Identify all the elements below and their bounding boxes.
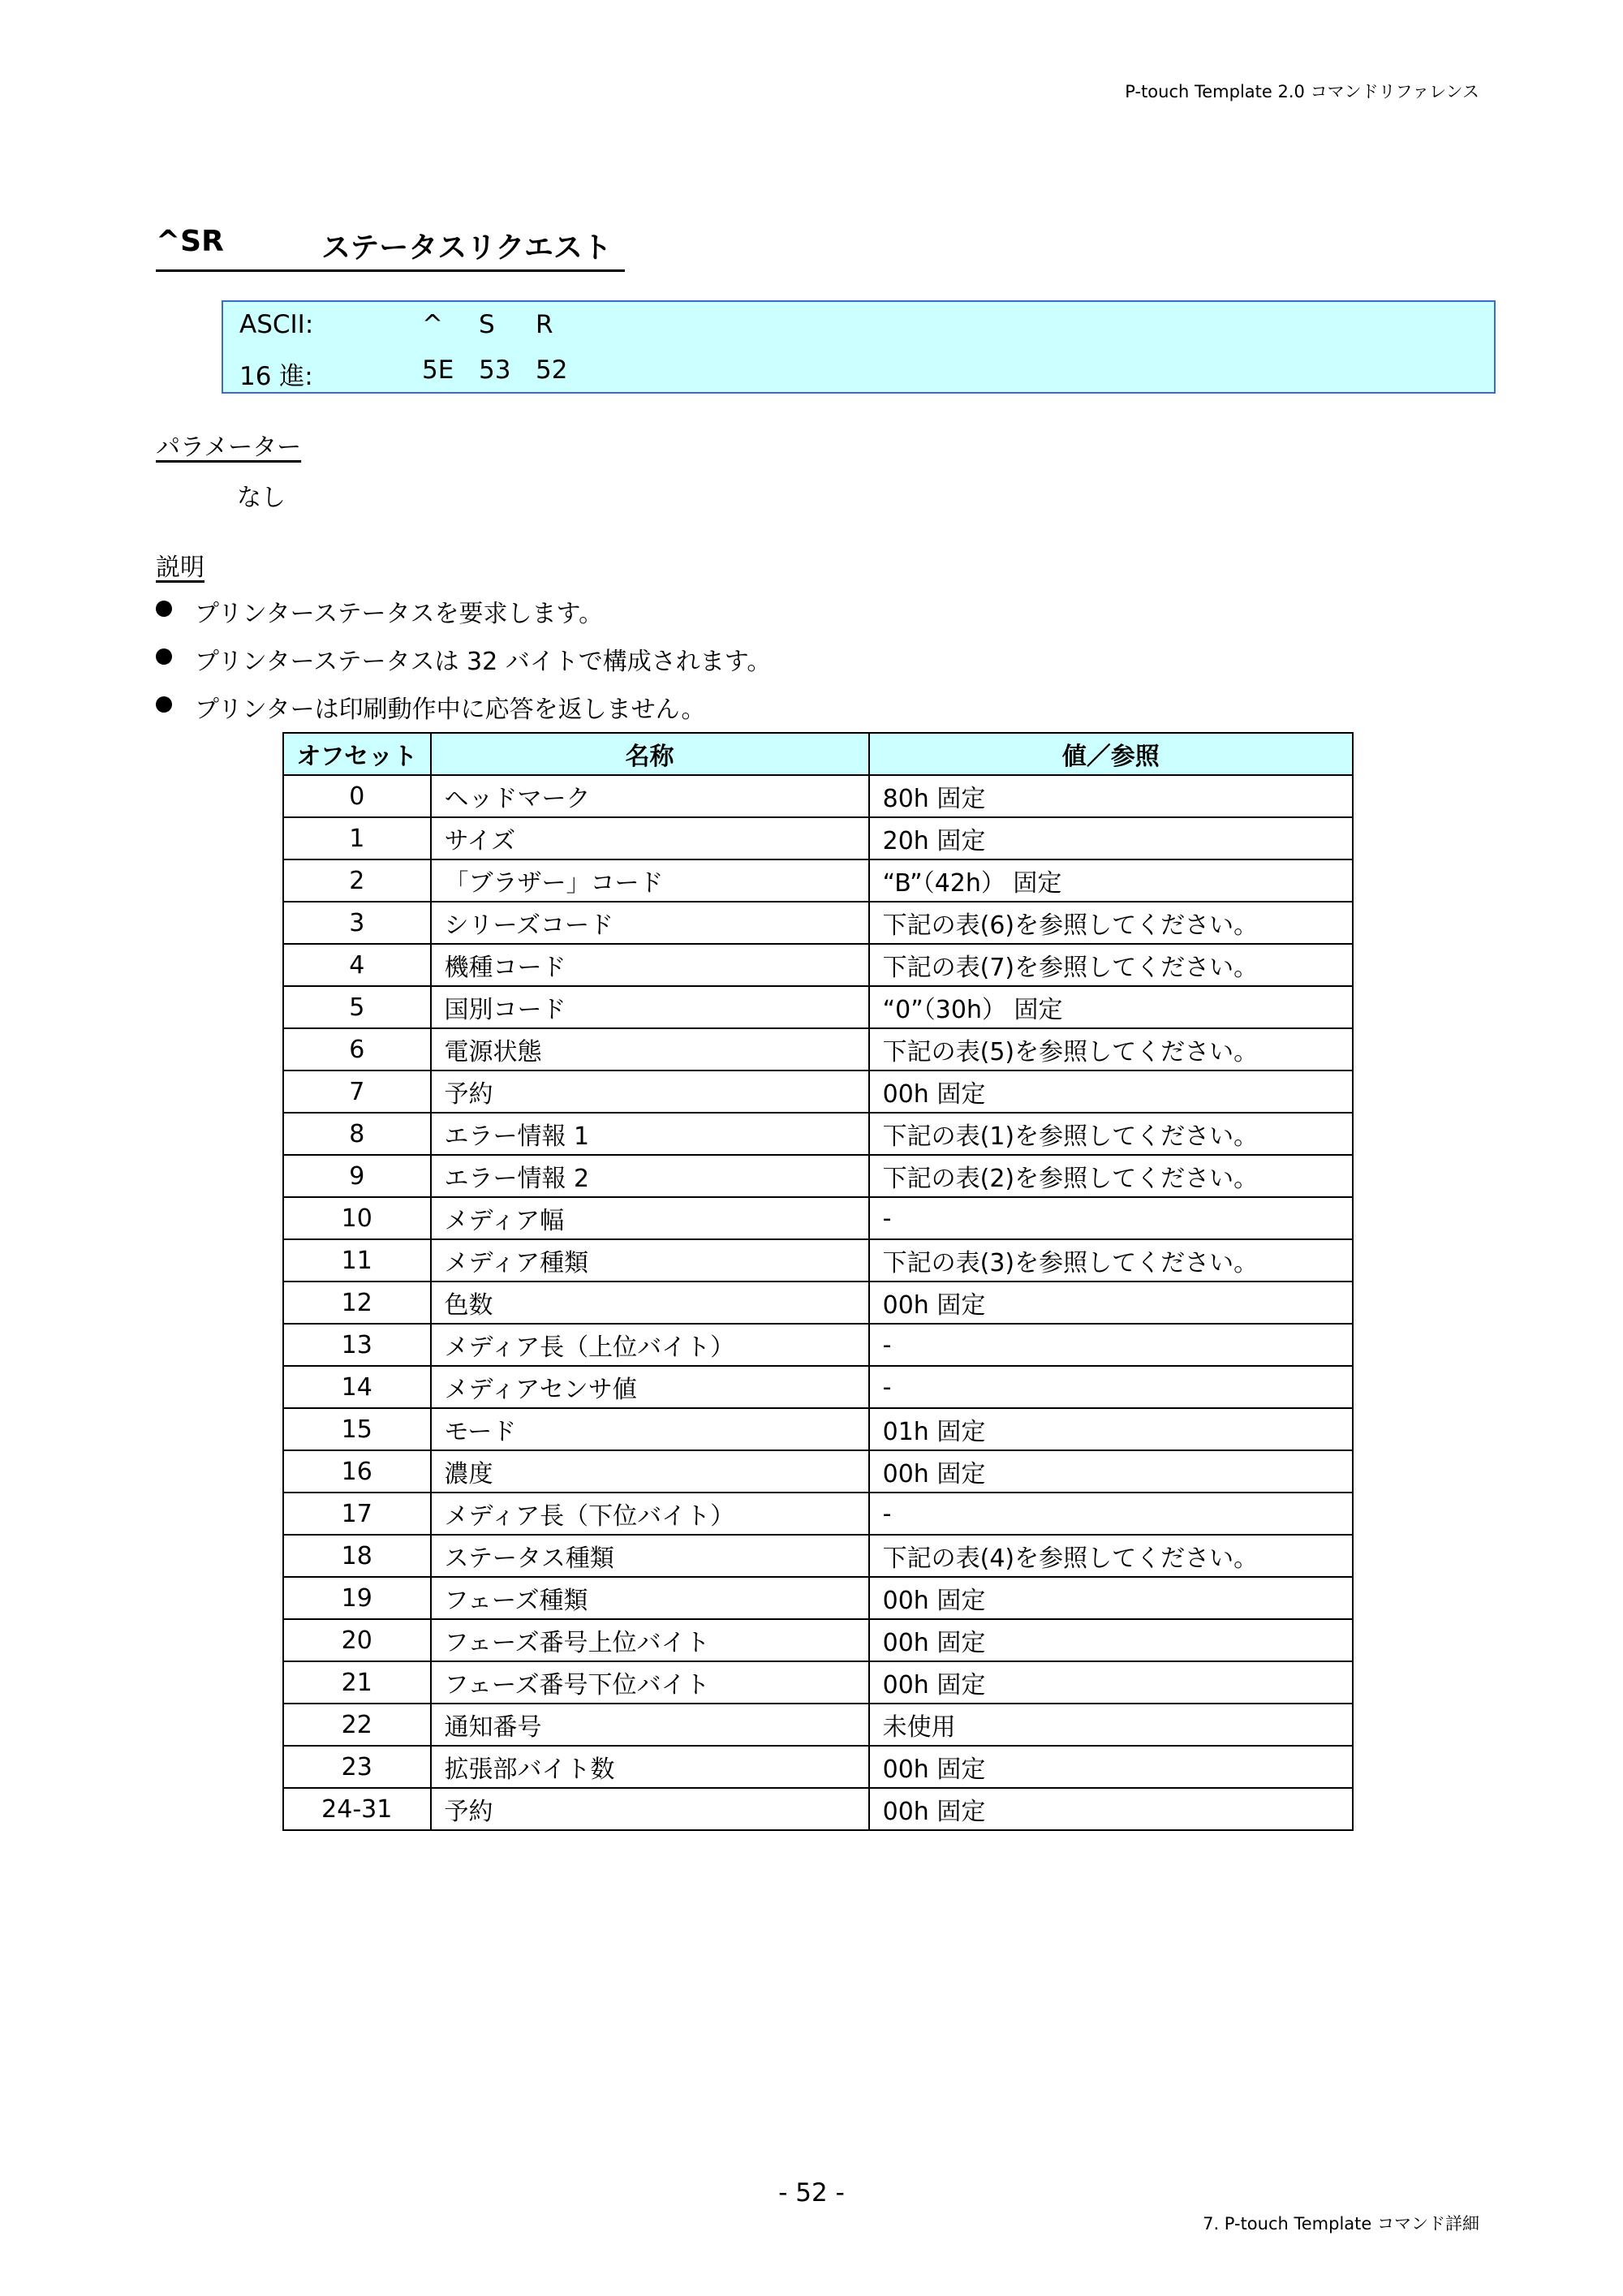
cell-offset: 15 xyxy=(283,1408,431,1450)
command-code: ^SR xyxy=(156,225,224,258)
cell-value: 未使用 xyxy=(869,1704,1353,1746)
table-header-row xyxy=(283,733,1353,775)
cell-value: - xyxy=(869,1324,1353,1366)
cell-value: 00h 固定 xyxy=(869,1282,1353,1324)
table-row xyxy=(283,1239,1353,1282)
table-row xyxy=(283,1746,1353,1788)
cell-value: 下記の表(1)を参照してください。 xyxy=(869,1113,1353,1155)
cell-name: 色数 xyxy=(431,1282,869,1324)
cell-value: 00h 固定 xyxy=(869,1661,1353,1704)
list-item: プリンターステータスは 32 バイトで構成されます。 xyxy=(156,641,771,689)
table-row xyxy=(283,1113,1353,1155)
ascii-value: ^ xyxy=(422,310,443,339)
cell-offset: 7 xyxy=(283,1070,431,1113)
cell-offset: 20 xyxy=(283,1619,431,1661)
hex-row xyxy=(239,355,592,392)
cell-value: 00h 固定 xyxy=(869,1619,1353,1661)
cell-name: シリーズコード xyxy=(431,902,869,944)
table-row xyxy=(283,1324,1353,1366)
parameters-value: なし xyxy=(237,484,286,512)
table-body xyxy=(283,775,1353,1830)
table-row xyxy=(283,1535,1353,1577)
cell-name: モード xyxy=(431,1408,869,1450)
table-row xyxy=(283,1028,1353,1070)
cell-value: 00h 固定 xyxy=(869,1788,1353,1830)
bullet-icon xyxy=(156,601,172,617)
cell-name: 「ブラザー」コード xyxy=(431,859,869,902)
cell-value: 下記の表(4)を参照してください。 xyxy=(869,1535,1353,1577)
table-row xyxy=(283,986,1353,1028)
command-code-box xyxy=(222,300,1496,394)
cell-name: フェーズ種類 xyxy=(431,1577,869,1619)
cell-offset: 5 xyxy=(283,986,431,1028)
description-list xyxy=(156,593,771,737)
cell-name: サイズ xyxy=(431,817,869,859)
cell-offset: 16 xyxy=(283,1450,431,1493)
hex-value: 52 xyxy=(536,355,568,385)
cell-offset: 12 xyxy=(283,1282,431,1324)
table-row xyxy=(283,1619,1353,1661)
table-row xyxy=(283,1282,1353,1324)
table-row xyxy=(283,1577,1353,1619)
table-row xyxy=(283,1493,1353,1535)
list-item: プリンターステータスを要求します。 xyxy=(156,593,771,641)
command-name: ステータスリクエスト xyxy=(321,231,612,265)
column-header-name: 名称 xyxy=(431,733,869,775)
table-row xyxy=(283,1408,1353,1450)
cell-offset: 19 xyxy=(283,1577,431,1619)
cell-offset: 1 xyxy=(283,817,431,859)
ascii-value: R xyxy=(536,310,553,339)
page-number: - 52 - xyxy=(778,2178,845,2208)
hex-value: 53 xyxy=(479,355,511,385)
cell-value: 80h 固定 xyxy=(869,775,1353,817)
cell-value: 00h 固定 xyxy=(869,1070,1353,1113)
table-row xyxy=(283,775,1353,817)
cell-value: - xyxy=(869,1197,1353,1239)
cell-name: エラー情報 1 xyxy=(431,1113,869,1155)
cell-offset: 14 xyxy=(283,1366,431,1408)
bullet-icon xyxy=(156,696,172,713)
cell-value: 00h 固定 xyxy=(869,1746,1353,1788)
cell-value: - xyxy=(869,1366,1353,1408)
parameters-heading: パラメーター xyxy=(156,433,302,462)
column-header-value: 値／参照 xyxy=(869,733,1353,775)
cell-offset: 21 xyxy=(283,1661,431,1704)
cell-value: 下記の表(5)を参照してください。 xyxy=(869,1028,1353,1070)
ascii-label: ASCII: xyxy=(239,310,314,339)
list-item: プリンターは印刷動作中に応答を返しません。 xyxy=(156,689,771,737)
cell-offset: 22 xyxy=(283,1704,431,1746)
cell-name: メディア種類 xyxy=(431,1239,869,1282)
hex-label: 16 進: xyxy=(239,362,313,391)
cell-value: “0”（30h） 固定 xyxy=(869,986,1353,1028)
ascii-row xyxy=(239,310,592,339)
cell-value: 00h 固定 xyxy=(869,1577,1353,1619)
table-row xyxy=(283,859,1353,902)
cell-offset: 18 xyxy=(283,1535,431,1577)
table-row xyxy=(283,1788,1353,1830)
cell-name: フェーズ番号上位バイト xyxy=(431,1619,869,1661)
table-row xyxy=(283,944,1353,986)
cell-name: 予約 xyxy=(431,1070,869,1113)
cell-offset: 24-31 xyxy=(283,1788,431,1830)
hex-value: 5E xyxy=(422,355,454,385)
cell-name: 濃度 xyxy=(431,1450,869,1493)
cell-name: メディア幅 xyxy=(431,1197,869,1239)
cell-value: 下記の表(6)を参照してください。 xyxy=(869,902,1353,944)
cell-name: 国別コード xyxy=(431,986,869,1028)
cell-offset: 6 xyxy=(283,1028,431,1070)
bullet-icon xyxy=(156,648,172,665)
cell-value: 下記の表(2)を参照してください。 xyxy=(869,1155,1353,1197)
cell-value: “B”（42h） 固定 xyxy=(869,859,1353,902)
table-row xyxy=(283,817,1353,859)
cell-value: 20h 固定 xyxy=(869,817,1353,859)
cell-name: 電源状態 xyxy=(431,1028,869,1070)
table-row xyxy=(283,1704,1353,1746)
cell-offset: 13 xyxy=(283,1324,431,1366)
table-row xyxy=(283,1366,1353,1408)
cell-value: - xyxy=(869,1493,1353,1535)
table-row xyxy=(283,1155,1353,1197)
cell-name: 機種コード xyxy=(431,944,869,986)
column-header-offset: オフセット xyxy=(283,733,431,775)
cell-name: 拡張部バイト数 xyxy=(431,1746,869,1788)
cell-value: 01h 固定 xyxy=(869,1408,1353,1450)
table-row xyxy=(283,1450,1353,1493)
cell-name: メディアセンサ値 xyxy=(431,1366,869,1408)
command-title xyxy=(156,225,625,272)
page-header: P-touch Template 2.0 コマンドリファレンス xyxy=(1125,82,1479,101)
cell-name: ヘッドマーク xyxy=(431,775,869,817)
cell-offset: 11 xyxy=(283,1239,431,1282)
table-row xyxy=(283,902,1353,944)
cell-offset: 0 xyxy=(283,775,431,817)
cell-name: エラー情報 2 xyxy=(431,1155,869,1197)
cell-offset: 23 xyxy=(283,1746,431,1788)
cell-value: 下記の表(3)を参照してください。 xyxy=(869,1239,1353,1282)
ascii-value: S xyxy=(479,310,495,339)
cell-offset: 4 xyxy=(283,944,431,986)
cell-name: メディア長（下位バイト） xyxy=(431,1493,869,1535)
description-heading: 説明 xyxy=(156,554,204,582)
cell-name: 通知番号 xyxy=(431,1704,869,1746)
table-row xyxy=(283,1661,1353,1704)
cell-offset: 10 xyxy=(283,1197,431,1239)
cell-offset: 8 xyxy=(283,1113,431,1155)
cell-name: 予約 xyxy=(431,1788,869,1830)
page-footer: 7. P-touch Template コマンド詳細 xyxy=(1203,2214,1479,2234)
cell-offset: 9 xyxy=(283,1155,431,1197)
cell-offset: 3 xyxy=(283,902,431,944)
cell-name: ステータス種類 xyxy=(431,1535,869,1577)
status-table xyxy=(282,732,1354,1831)
cell-name: フェーズ番号下位バイト xyxy=(431,1661,869,1704)
cell-offset: 2 xyxy=(283,859,431,902)
table-row xyxy=(283,1070,1353,1113)
cell-value: 下記の表(7)を参照してください。 xyxy=(869,944,1353,986)
table-row xyxy=(283,1197,1353,1239)
cell-value: 00h 固定 xyxy=(869,1450,1353,1493)
cell-offset: 17 xyxy=(283,1493,431,1535)
cell-name: メディア長（上位バイト） xyxy=(431,1324,869,1366)
